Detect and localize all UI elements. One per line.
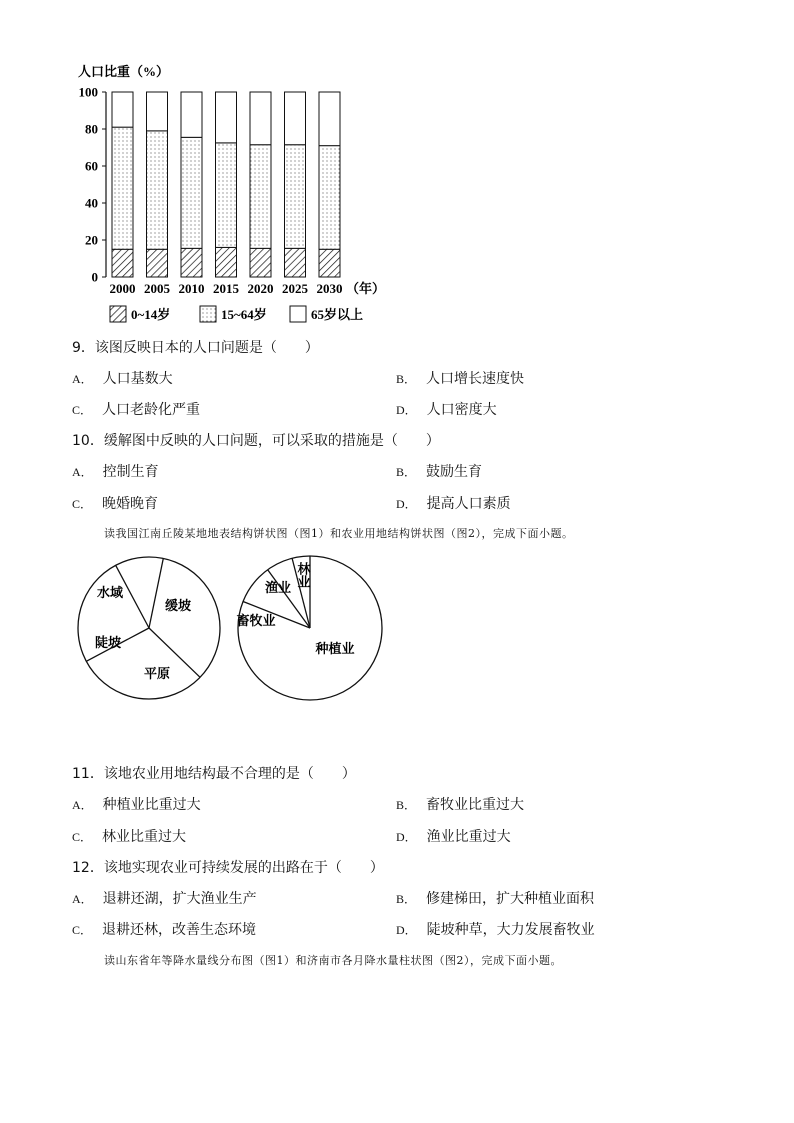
x-tick-label: 2025	[282, 281, 308, 296]
x-tick-label: 2030	[316, 281, 343, 296]
x-tick-label: 2020	[247, 281, 274, 296]
pie2-slice-label: 畜牧业	[236, 614, 276, 629]
population-bar-chart	[70, 60, 400, 330]
pie2-slice-label: 种植业	[315, 642, 355, 657]
x-axis-label: （年）	[346, 281, 386, 296]
question-10-option-a[interactable]: A． 控制生育	[72, 464, 159, 480]
legend-swatch-15-64	[200, 306, 216, 322]
bar-segment	[147, 131, 168, 249]
pie2-slice-label: 林业	[294, 562, 310, 588]
y-tick-label: 20	[85, 232, 98, 248]
pie2-slice-label: 渔业	[264, 581, 292, 596]
y-tick-label: 80	[85, 121, 98, 137]
pie-charts	[70, 550, 390, 740]
bar-segment	[112, 249, 133, 277]
question-10-option-c[interactable]: C． 晚婚晚育	[72, 496, 159, 512]
bar-segment	[285, 92, 306, 145]
pie1-slice-label: 平原	[143, 667, 171, 682]
bar-segment	[112, 92, 133, 127]
question-11-stem: 11．该地农业用地结构最不合理的是（ ）	[72, 766, 356, 782]
legend-swatch-0-14	[110, 306, 126, 322]
y-tick-label: 40	[85, 195, 98, 211]
pie1-slice-label: 水域	[96, 586, 124, 601]
bar-segment	[181, 92, 202, 137]
bar-segment	[250, 92, 271, 145]
legend-label-15-64: 15~64岁	[221, 307, 267, 322]
question-10-option-b[interactable]: B． 鼓励生育	[396, 464, 483, 480]
x-tick-label: 2010	[178, 281, 205, 296]
bar-segment	[319, 146, 340, 250]
bar-segment	[216, 92, 237, 143]
question-12-option-c[interactable]: C． 退耕还林，改善生态环境	[72, 922, 257, 938]
question-11-option-d[interactable]: D． 渔业比重过大	[396, 829, 511, 845]
bar-segment	[250, 248, 271, 277]
pie-intro-text: 读我国江南丘陵某地地表结构饼状图（图1）和农业用地结构饼状图（图2），完成下面小题。	[104, 527, 574, 540]
question-9-option-b[interactable]: B． 人口增长速度快	[396, 371, 525, 387]
legend-label-0-14: 0~14岁	[131, 307, 171, 322]
bar-segment	[147, 249, 168, 277]
question-10-option-d[interactable]: D． 提高人口素质	[396, 496, 511, 512]
x-tick-label: 2005	[144, 281, 170, 296]
bar-segment	[319, 249, 340, 277]
question-9-option-a[interactable]: A． 人口基数大	[72, 371, 173, 387]
bar-segment	[181, 248, 202, 277]
bar-segment	[216, 143, 237, 248]
bar-segment	[216, 247, 237, 277]
question-10-stem: 10．缓解图中反映的人口问题，可以采取的措施是（ ）	[72, 433, 440, 449]
y-tick-label: 100	[78, 84, 98, 100]
bar-segment	[285, 145, 306, 249]
x-tick-label: 2015	[213, 281, 239, 296]
question-9-option-d[interactable]: D． 人口密度大	[396, 402, 497, 418]
pie1-slice-label: 缓坡	[164, 599, 192, 614]
y-axis-label: 人口比重（%）	[78, 64, 170, 79]
question-12-stem: 12．该地实现农业可持续发展的出路在于（ ）	[72, 860, 384, 876]
legend-swatch-65-plus	[290, 306, 306, 322]
bar-segment	[285, 248, 306, 277]
question-12-option-d[interactable]: D． 陡坡种草，大力发展畜牧业	[396, 922, 595, 938]
question-9-option-c[interactable]: C． 人口老龄化严重	[72, 402, 201, 418]
legend-label-65-plus: 65岁以上	[311, 307, 364, 322]
question-9-stem: 9．该图反映日本的人口问题是（ ）	[72, 340, 319, 356]
bar-segment	[181, 137, 202, 248]
x-tick-label: 2000	[109, 281, 136, 296]
question-12-option-b[interactable]: B． 修建梯田，扩大种植业面积	[396, 891, 595, 907]
bar-segment	[112, 127, 133, 249]
bar-segment	[319, 92, 340, 146]
y-tick-label: 60	[85, 158, 98, 174]
question-11-option-a[interactable]: A． 种植业比重过大	[72, 797, 201, 813]
question-11-option-c[interactable]: C． 林业比重过大	[72, 829, 187, 845]
bar-segment	[147, 92, 168, 131]
question-12-option-a[interactable]: A． 退耕还湖，扩大渔业生产	[72, 891, 257, 907]
shandong-intro-text: 读山东省年等降水量线分布图（图1）和济南市各月降水量柱状图（图2），完成下面小题。	[104, 954, 562, 967]
pie1-slice-label: 陡坡	[94, 636, 122, 651]
bar-segment	[250, 145, 271, 249]
y-tick-label: 0	[91, 269, 98, 285]
question-11-option-b[interactable]: B． 畜牧业比重过大	[396, 797, 525, 813]
